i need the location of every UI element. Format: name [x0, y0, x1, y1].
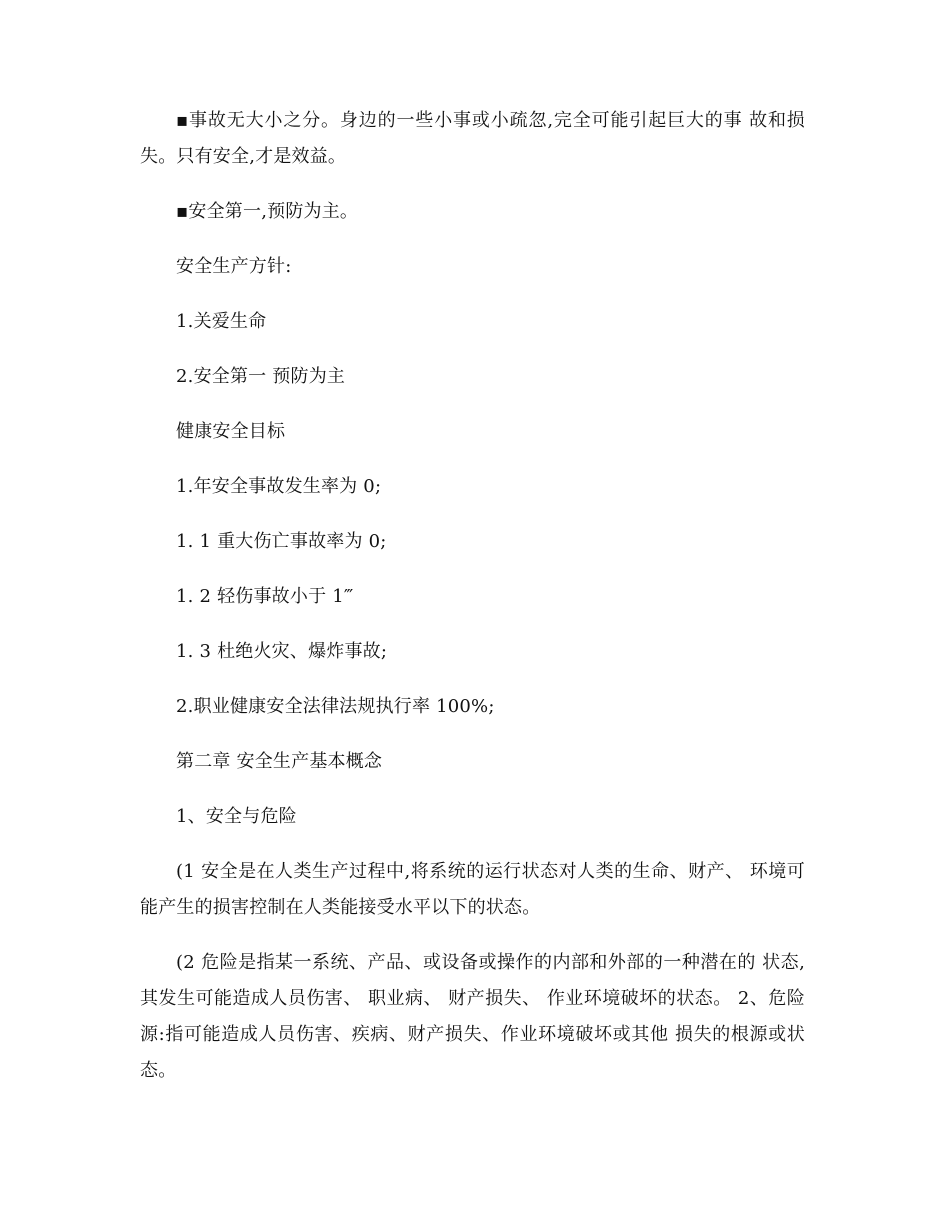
paragraph-goal-2: 2.职业健康安全法律法规执行率 100%; [176, 696, 495, 717]
paragraph-safety-first: ▪安全第一,预防为主。 [176, 201, 359, 222]
paragraph-goal-1: 1.年安全事故发生率为 0; [176, 476, 382, 497]
paragraph-accident-size: ▪事故无大小之分。身边的一些小事或小疏忽,完全可能引起巨大的事 故和损失。只有安全,才是效益。 [140, 110, 805, 167]
paragraph-policy-heading: 安全生产方针: [176, 256, 292, 277]
paragraph-goals-heading: 健康安全目标 [176, 421, 286, 442]
paragraph-goal-1-2: 1. 2 轻伤事故小于 1‴ [176, 586, 354, 607]
paragraph-goal-1-3: 1. 3 杜绝火灾、爆炸事故; [176, 641, 388, 662]
chapter-two-heading: 第二章 安全生产基本概念 [176, 751, 383, 772]
paragraph-goal-1-1: 1. 1 重大伤亡事故率为 0; [176, 531, 387, 552]
paragraph-policy-item-2: 2.安全第一 预防为主 [176, 366, 346, 387]
paragraph-policy-item-1: 1.关爱生命 [176, 311, 267, 332]
paragraph-safety-definition: (1 安全是在人类生产过程中,将系统的运行状态对人类的生命、财产、 环境可能产生的损害控制在人类能接受水平以下的状态。 [140, 861, 805, 918]
document-body [140, 103, 805, 1108]
section-safety-danger-heading: 1、安全与危险 [176, 806, 297, 827]
paragraph-danger-definition: (2 危险是指某一系统、产品、或设备或操作的内部和外部的一种潜在的 状态,其发生可能造成人员伤害、 职业病、 财产损失、 作业环境破坏的状态。 2、危险源:指可能造成人员伤害、疾病、财产损失、作业环境破坏或其他 损失的根源或状态。 [140, 952, 805, 1081]
